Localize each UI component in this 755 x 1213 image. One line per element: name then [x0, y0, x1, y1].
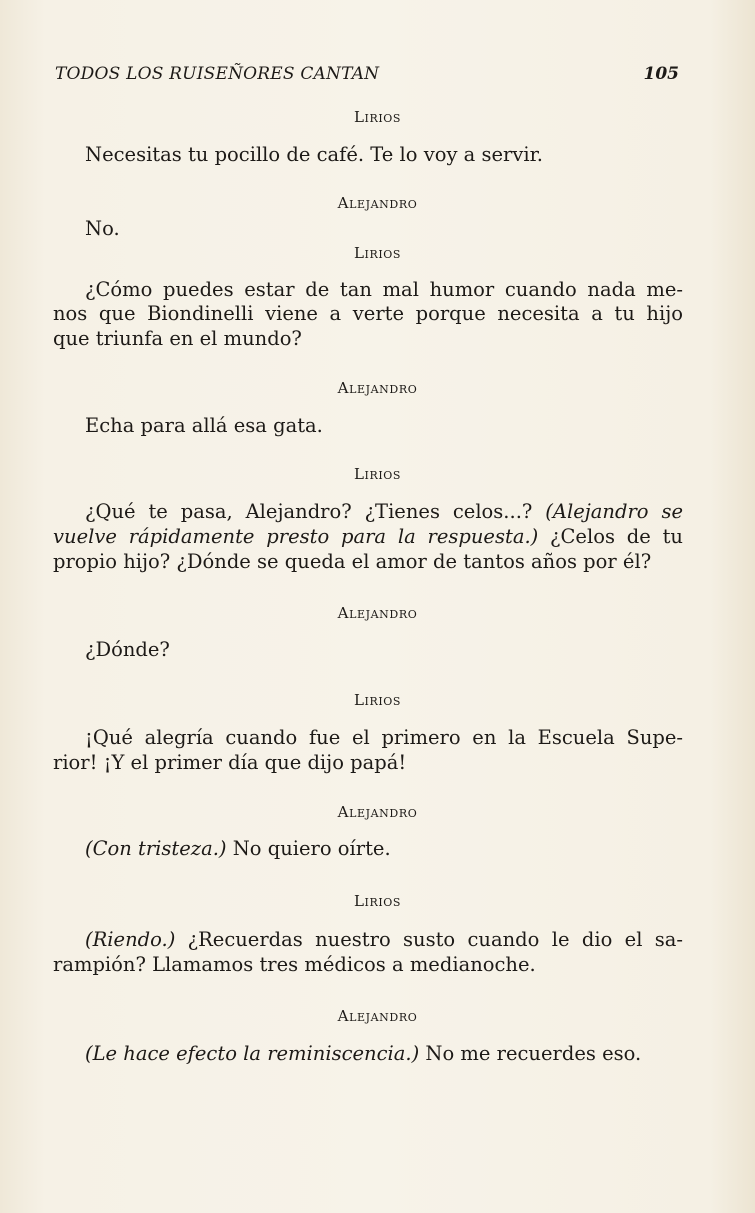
speaker-name: Lirios	[353, 691, 402, 709]
speaker-name: Lirios	[353, 244, 402, 262]
stage-direction: (Con tristeza.)	[85, 837, 227, 860]
dialogue-line: nos que Biondinelli viene a verte porque necesita a tu hijo	[53, 302, 683, 325]
speaker-name: Lirios	[353, 465, 402, 483]
speaker-name: Lirios	[353, 108, 402, 126]
dialogue-line: vuelve rápidamente presto para la respuesta.) ¿Celos de tu	[53, 525, 683, 548]
speaker-name: Alejandro	[337, 1007, 418, 1025]
stage-direction: (Le hace efecto la reminiscencia.)	[85, 1042, 420, 1065]
dialogue-line: (Le hace efecto la reminiscencia.) No me recuerdes eso.	[85, 1042, 642, 1065]
dialogue-line: ¡Qué alegría cuando fue el primero en la Escuela Supe-	[85, 726, 683, 749]
dialogue-line: No.	[85, 217, 120, 240]
stage-direction: (Riendo.)	[85, 928, 176, 951]
dialogue-line: ¿Dónde?	[85, 638, 170, 661]
dialogue-line: propio hijo? ¿Dónde se queda el amor de tantos años por él?	[53, 550, 652, 573]
speaker-name: Alejandro	[337, 803, 418, 821]
speaker-name: Alejandro	[337, 194, 418, 212]
dialogue-line: rior! ¡Y el primer día que dijo papá!	[53, 751, 407, 774]
speaker-name: Alejandro	[337, 604, 418, 622]
dialogue-line: Echa para allá esa gata.	[85, 414, 323, 437]
dialogue-line: Necesitas tu pocillo de café. Te lo voy a servir.	[85, 143, 543, 166]
dialogue-line: (Riendo.) ¿Recuerdas nuestro susto cuando le dio el sa-	[85, 928, 683, 951]
page-header	[55, 62, 679, 86]
dialogue-line: ¿Qué te pasa, Alejandro? ¿Tienes celos...? (Alejandro se	[85, 500, 683, 523]
dialogue-line: rampión? Llamamos tres médicos a medianoche.	[53, 953, 536, 976]
stage-direction: (Alejandro se	[545, 500, 683, 523]
speaker-name: Lirios	[353, 892, 402, 910]
dialogue-line: ¿Cómo puedes estar de tan mal humor cuando nada me-	[85, 278, 683, 301]
speaker-name: Alejandro	[337, 379, 418, 397]
page-number: 105	[643, 64, 679, 84]
dialogue-line: que triunfa en el mundo?	[53, 327, 302, 350]
running-title: TODOS LOS RUISEÑORES CANTAN	[55, 64, 380, 84]
dialogue-line: (Con tristeza.) No quiero oírte.	[85, 837, 391, 860]
stage-direction: vuelve rápidamente presto para la respuesta.)	[53, 525, 539, 548]
